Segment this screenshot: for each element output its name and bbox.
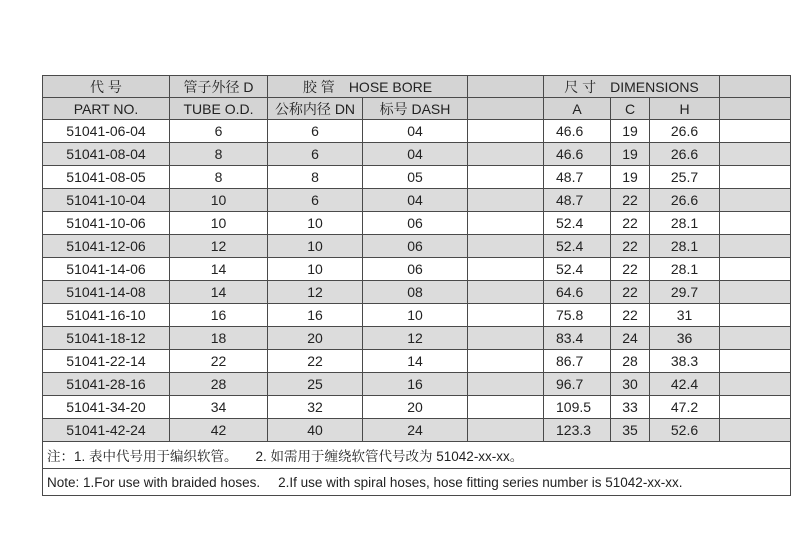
cell-tube-od: 14 — [170, 281, 268, 304]
table-row — [43, 166, 791, 189]
cell-c: 19 — [611, 143, 650, 166]
cell-blank — [720, 281, 791, 304]
cell-c: 19 — [611, 166, 650, 189]
cell-dn: 6 — [268, 189, 363, 212]
cell-h: 38.3 — [650, 350, 720, 373]
table-row — [43, 350, 791, 373]
cell-c: 30 — [611, 373, 650, 396]
header-blank-3 — [468, 98, 544, 120]
cell-blank — [720, 120, 791, 143]
cell-blank — [468, 120, 544, 143]
cell-dn: 16 — [268, 304, 363, 327]
cell-blank — [468, 373, 544, 396]
cell-dash: 06 — [363, 212, 468, 235]
header-part-no-cn: 代 号 — [43, 76, 170, 98]
note-en-1: Note: 1.For use with braided hoses. — [47, 474, 261, 490]
header-part-no-en: PART NO. — [43, 98, 170, 120]
cell-dash: 10 — [363, 304, 468, 327]
cell-c: 24 — [611, 327, 650, 350]
cell-tube-od: 34 — [170, 396, 268, 419]
cell-a: 46.6 — [544, 143, 611, 166]
cell-part-no: 51041-22-14 — [43, 350, 170, 373]
cell-a: 52.4 — [544, 235, 611, 258]
cell-blank — [468, 166, 544, 189]
table-row — [43, 419, 791, 442]
cell-dn: 10 — [268, 212, 363, 235]
header-blank-1 — [468, 76, 544, 98]
cell-dash: 04 — [363, 143, 468, 166]
cell-dash: 06 — [363, 235, 468, 258]
note-cn-1: 注：1. 表中代号用于编织软管。 — [47, 449, 238, 464]
cell-part-no: 51041-10-06 — [43, 212, 170, 235]
cell-a: 64.6 — [544, 281, 611, 304]
cell-part-no: 51041-28-16 — [43, 373, 170, 396]
cell-tube-od: 10 — [170, 212, 268, 235]
cell-blank — [468, 212, 544, 235]
header-dn: 公称内径 DN — [268, 98, 363, 120]
cell-h: 26.6 — [650, 143, 720, 166]
cell-dn: 22 — [268, 350, 363, 373]
table-row — [43, 304, 791, 327]
table-row — [43, 143, 791, 166]
cell-dash: 04 — [363, 189, 468, 212]
cell-blank — [468, 304, 544, 327]
cell-part-no: 51041-08-05 — [43, 166, 170, 189]
cell-tube-od: 6 — [170, 120, 268, 143]
cell-dn: 20 — [268, 327, 363, 350]
cell-dn: 32 — [268, 396, 363, 419]
cell-blank — [720, 304, 791, 327]
cell-h: 28.1 — [650, 258, 720, 281]
cell-c: 33 — [611, 396, 650, 419]
cell-dn: 12 — [268, 281, 363, 304]
cell-dn: 10 — [268, 235, 363, 258]
cell-blank — [468, 189, 544, 212]
cell-tube-od: 16 — [170, 304, 268, 327]
header-hose-bore-cn: 胶 管 — [302, 78, 335, 95]
cell-blank — [468, 419, 544, 442]
cell-blank — [720, 258, 791, 281]
cell-h: 42.4 — [650, 373, 720, 396]
cell-dn: 25 — [268, 373, 363, 396]
cell-blank — [720, 327, 791, 350]
cell-c: 22 — [611, 189, 650, 212]
cell-a: 75.8 — [544, 304, 611, 327]
cell-dash: 24 — [363, 419, 468, 442]
note-en — [43, 469, 791, 496]
cell-dn: 6 — [268, 120, 363, 143]
cell-tube-od: 42 — [170, 419, 268, 442]
cell-dash: 04 — [363, 120, 468, 143]
cell-blank — [468, 281, 544, 304]
cell-c: 35 — [611, 419, 650, 442]
note-row-en — [43, 469, 791, 496]
header-hose-bore — [268, 76, 468, 98]
header-blank-4 — [720, 98, 791, 120]
cell-blank — [468, 258, 544, 281]
cell-dash: 06 — [363, 258, 468, 281]
cell-part-no: 51041-10-04 — [43, 189, 170, 212]
cell-blank — [720, 189, 791, 212]
cell-a: 83.4 — [544, 327, 611, 350]
cell-blank — [720, 350, 791, 373]
cell-a: 109.5 — [544, 396, 611, 419]
table-row — [43, 235, 791, 258]
table-row — [43, 373, 791, 396]
header-row-2 — [43, 98, 791, 120]
cell-a: 52.4 — [544, 212, 611, 235]
header-dimensions — [544, 76, 720, 98]
cell-dash: 16 — [363, 373, 468, 396]
cell-dash: 20 — [363, 396, 468, 419]
cell-dn: 10 — [268, 258, 363, 281]
cell-part-no: 51041-08-04 — [43, 143, 170, 166]
table-row — [43, 396, 791, 419]
header-tube-od-cn: 管子外径 D — [170, 76, 268, 98]
cell-c: 22 — [611, 281, 650, 304]
table-row — [43, 281, 791, 304]
header-row-1 — [43, 76, 791, 98]
cell-h: 28.1 — [650, 235, 720, 258]
header-hose-bore-en: HOSE BORE — [348, 78, 433, 95]
cell-part-no: 51041-06-04 — [43, 120, 170, 143]
cell-blank — [720, 235, 791, 258]
spec-table — [42, 75, 791, 496]
cell-c: 22 — [611, 212, 650, 235]
cell-h: 52.6 — [650, 419, 720, 442]
table-row — [43, 120, 791, 143]
cell-part-no: 51041-42-24 — [43, 419, 170, 442]
header-col-c: C — [611, 98, 650, 120]
cell-tube-od: 8 — [170, 143, 268, 166]
cell-h: 47.2 — [650, 396, 720, 419]
cell-blank — [720, 373, 791, 396]
cell-h: 26.6 — [650, 120, 720, 143]
cell-a: 48.7 — [544, 166, 611, 189]
cell-tube-od: 22 — [170, 350, 268, 373]
cell-blank — [720, 143, 791, 166]
cell-part-no: 51041-14-06 — [43, 258, 170, 281]
cell-dash: 14 — [363, 350, 468, 373]
cell-blank — [468, 143, 544, 166]
header-dimensions-cn: 尺 寸 — [564, 78, 597, 95]
cell-tube-od: 14 — [170, 258, 268, 281]
cell-blank — [720, 396, 791, 419]
note-en-2: 2.If use with spiral hoses, hose fitting series number is 51042-xx-xx. — [278, 474, 683, 490]
cell-h: 28.1 — [650, 212, 720, 235]
cell-part-no: 51041-34-20 — [43, 396, 170, 419]
cell-blank — [468, 350, 544, 373]
cell-dn: 6 — [268, 143, 363, 166]
cell-part-no: 51041-12-06 — [43, 235, 170, 258]
cell-dash: 12 — [363, 327, 468, 350]
cell-dn: 8 — [268, 166, 363, 189]
cell-blank — [720, 419, 791, 442]
cell-tube-od: 10 — [170, 189, 268, 212]
cell-h: 25.7 — [650, 166, 720, 189]
cell-blank — [468, 396, 544, 419]
cell-blank — [468, 235, 544, 258]
cell-tube-od: 12 — [170, 235, 268, 258]
cell-dash: 05 — [363, 166, 468, 189]
cell-part-no: 51041-16-10 — [43, 304, 170, 327]
note-row-cn — [43, 442, 791, 469]
cell-a: 96.7 — [544, 373, 611, 396]
header-dimensions-en: DIMENSIONS — [610, 78, 699, 95]
note-cn-2: 2. 如需用于缠绕软管代号改为 51042-xx-xx。 — [255, 449, 524, 464]
header-col-h: H — [650, 98, 720, 120]
header-tube-od-en: TUBE O.D. — [170, 98, 268, 120]
table-row — [43, 212, 791, 235]
cell-dn: 40 — [268, 419, 363, 442]
cell-tube-od: 8 — [170, 166, 268, 189]
cell-c: 22 — [611, 235, 650, 258]
cell-h: 31 — [650, 304, 720, 327]
cell-h: 36 — [650, 327, 720, 350]
cell-part-no: 51041-18-12 — [43, 327, 170, 350]
cell-c: 22 — [611, 258, 650, 281]
cell-dash: 08 — [363, 281, 468, 304]
cell-c: 28 — [611, 350, 650, 373]
cell-a: 86.7 — [544, 350, 611, 373]
cell-blank — [720, 166, 791, 189]
cell-part-no: 51041-14-08 — [43, 281, 170, 304]
cell-a: 48.7 — [544, 189, 611, 212]
cell-blank — [468, 327, 544, 350]
cell-blank — [720, 212, 791, 235]
cell-h: 29.7 — [650, 281, 720, 304]
cell-a: 46.6 — [544, 120, 611, 143]
table-row — [43, 189, 791, 212]
cell-c: 22 — [611, 304, 650, 327]
cell-c: 19 — [611, 120, 650, 143]
table-row — [43, 327, 791, 350]
header-blank-2 — [720, 76, 791, 98]
cell-h: 26.6 — [650, 189, 720, 212]
cell-a: 123.3 — [544, 419, 611, 442]
cell-tube-od: 18 — [170, 327, 268, 350]
cell-a: 52.4 — [544, 258, 611, 281]
table-row — [43, 258, 791, 281]
header-col-a: A — [544, 98, 611, 120]
note-cn — [43, 442, 791, 469]
header-dash: 标号 DASH — [363, 98, 468, 120]
cell-tube-od: 28 — [170, 373, 268, 396]
